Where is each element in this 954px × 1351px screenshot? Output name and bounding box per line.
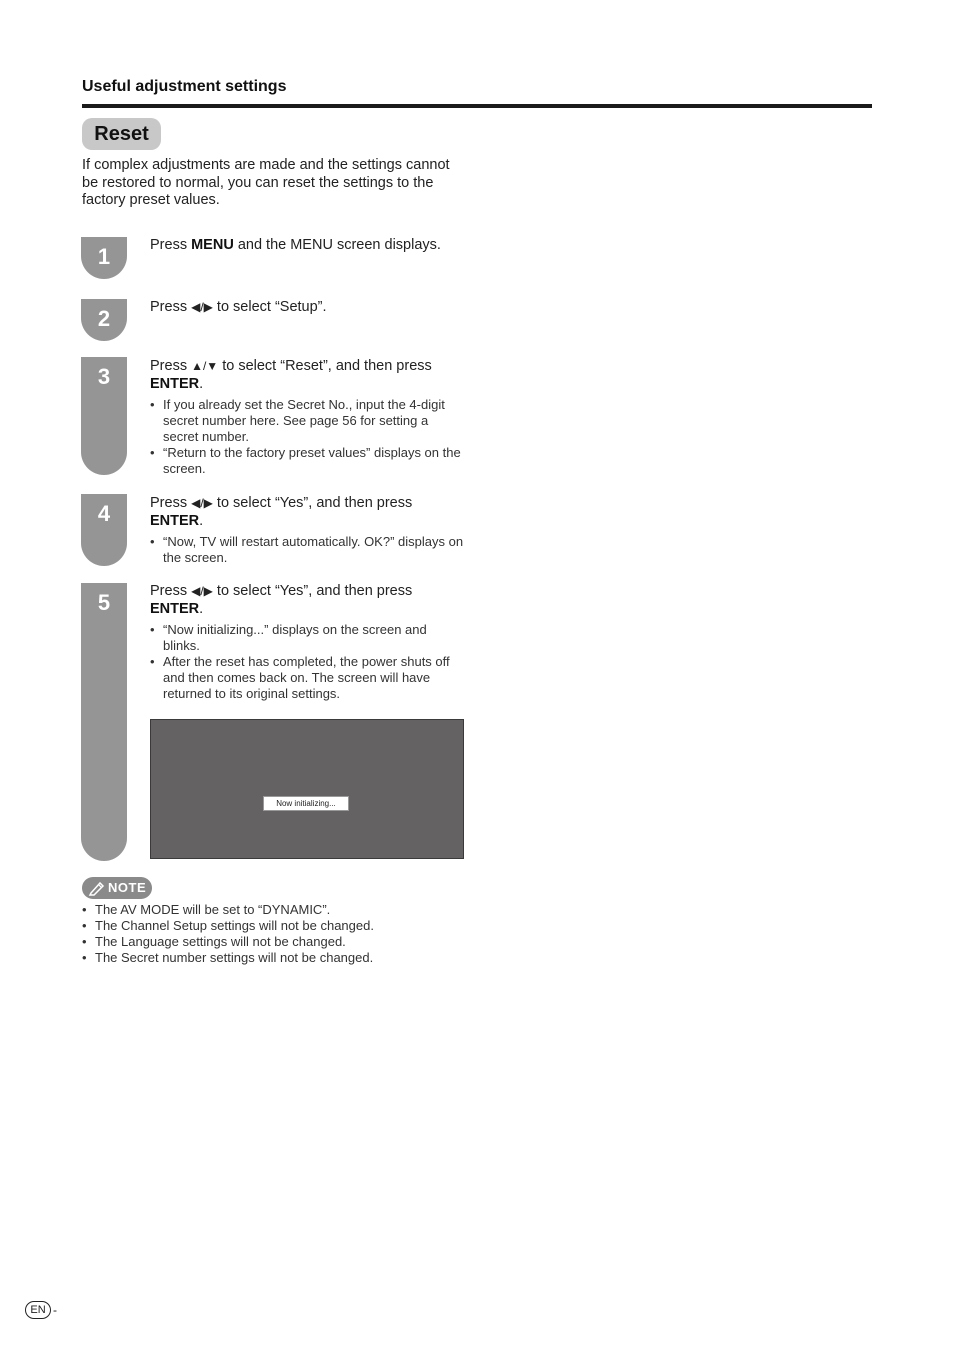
step-1-instruction: Press MENU and the MENU screen displays. [150,237,441,253]
page-separator: - [53,1303,57,1317]
list-item: • “Return to the factory preset values” displays on the screen. [150,445,466,477]
list-item: • The Secret number settings will not be changed. [82,950,482,966]
step-2-instruction: Press ◀/▶ to select “Setup”. [150,299,327,315]
enter-key: ENTER [150,600,200,617]
menu-key: MENU [191,237,234,253]
left-right-arrows-icon: ◀/▶ [191,300,213,314]
note-badge [82,877,152,899]
step-5-tab [81,583,127,861]
tv-screen-illustration [150,719,464,859]
header-rule [82,104,872,108]
initializing-message: Now initializing... [263,796,349,811]
step-4-instruction: Press ◀/▶ to select “Yes”, and then press ENTER. • “Now, TV will restart automatically. OK?” displays on the screen. [150,495,466,566]
page-title: Reset [82,118,161,150]
enter-key: ENTER [150,375,200,392]
step-3-instruction: Press ▲/▼ to select “Reset”, and then press ENTER. • If you already set the Secret No., input the 4-digit secret number here. See page 56 for setting a secret number. • “Return to the factory preset values” displays on the screen. [150,358,466,477]
step-4-bullets [150,534,466,566]
step-2-tab [81,299,127,341]
list-item: • The Channel Setup settings will not be changed. [82,918,482,934]
list-item: • The Language settings will not be changed. [82,934,482,950]
step-3-number: 3 [97,364,111,389]
list-item: • “Now, TV will restart automatically. OK?” displays on the screen. [150,534,466,566]
step-5-bullets [150,622,466,702]
step-2-number: 2 [97,306,111,331]
section-header: Useful adjustment settings [82,78,287,95]
note-label: NOTE [108,880,147,895]
language-badge: EN [25,1301,51,1319]
intro-text: If complex adjustments are made and the settings cannot be restored to normal, you can reset the settings to the factory preset values. [82,157,450,208]
step-3-tab [81,357,127,475]
page-footer [25,1301,57,1319]
step-5-instruction: Press ◀/▶ to select “Yes”, and then press ENTER. • “Now initializing...” displays on the screen and blinks. • After the reset has completed, the power shuts off and then comes back on. The screen will have returned to its original settings. [150,583,466,702]
enter-key: ENTER [150,512,200,529]
left-right-arrows-icon: ◀/▶ [191,584,213,598]
list-item: • The AV MODE will be set to “DYNAMIC”. [82,902,482,918]
list-item: • If you already set the Secret No., input the 4-digit secret number here. See page 56 for setting a secret number. [150,397,466,445]
note-list [82,902,482,966]
step-1-number: 1 [97,244,111,269]
list-item: • After the reset has completed, the power shuts off and then comes back on. The screen will have returned to its original settings. [150,654,466,702]
step-5-number: 5 [97,590,111,615]
step-4-tab [81,494,127,566]
up-down-arrows-icon: ▲/▼ [191,359,219,373]
step-1-tab [81,237,127,279]
step-4-number: 4 [97,501,111,526]
list-item: • “Now initializing...” displays on the screen and blinks. [150,622,466,654]
left-right-arrows-icon: ◀/▶ [191,496,213,510]
pencil-icon [88,880,106,903]
step-3-bullets [150,397,466,477]
